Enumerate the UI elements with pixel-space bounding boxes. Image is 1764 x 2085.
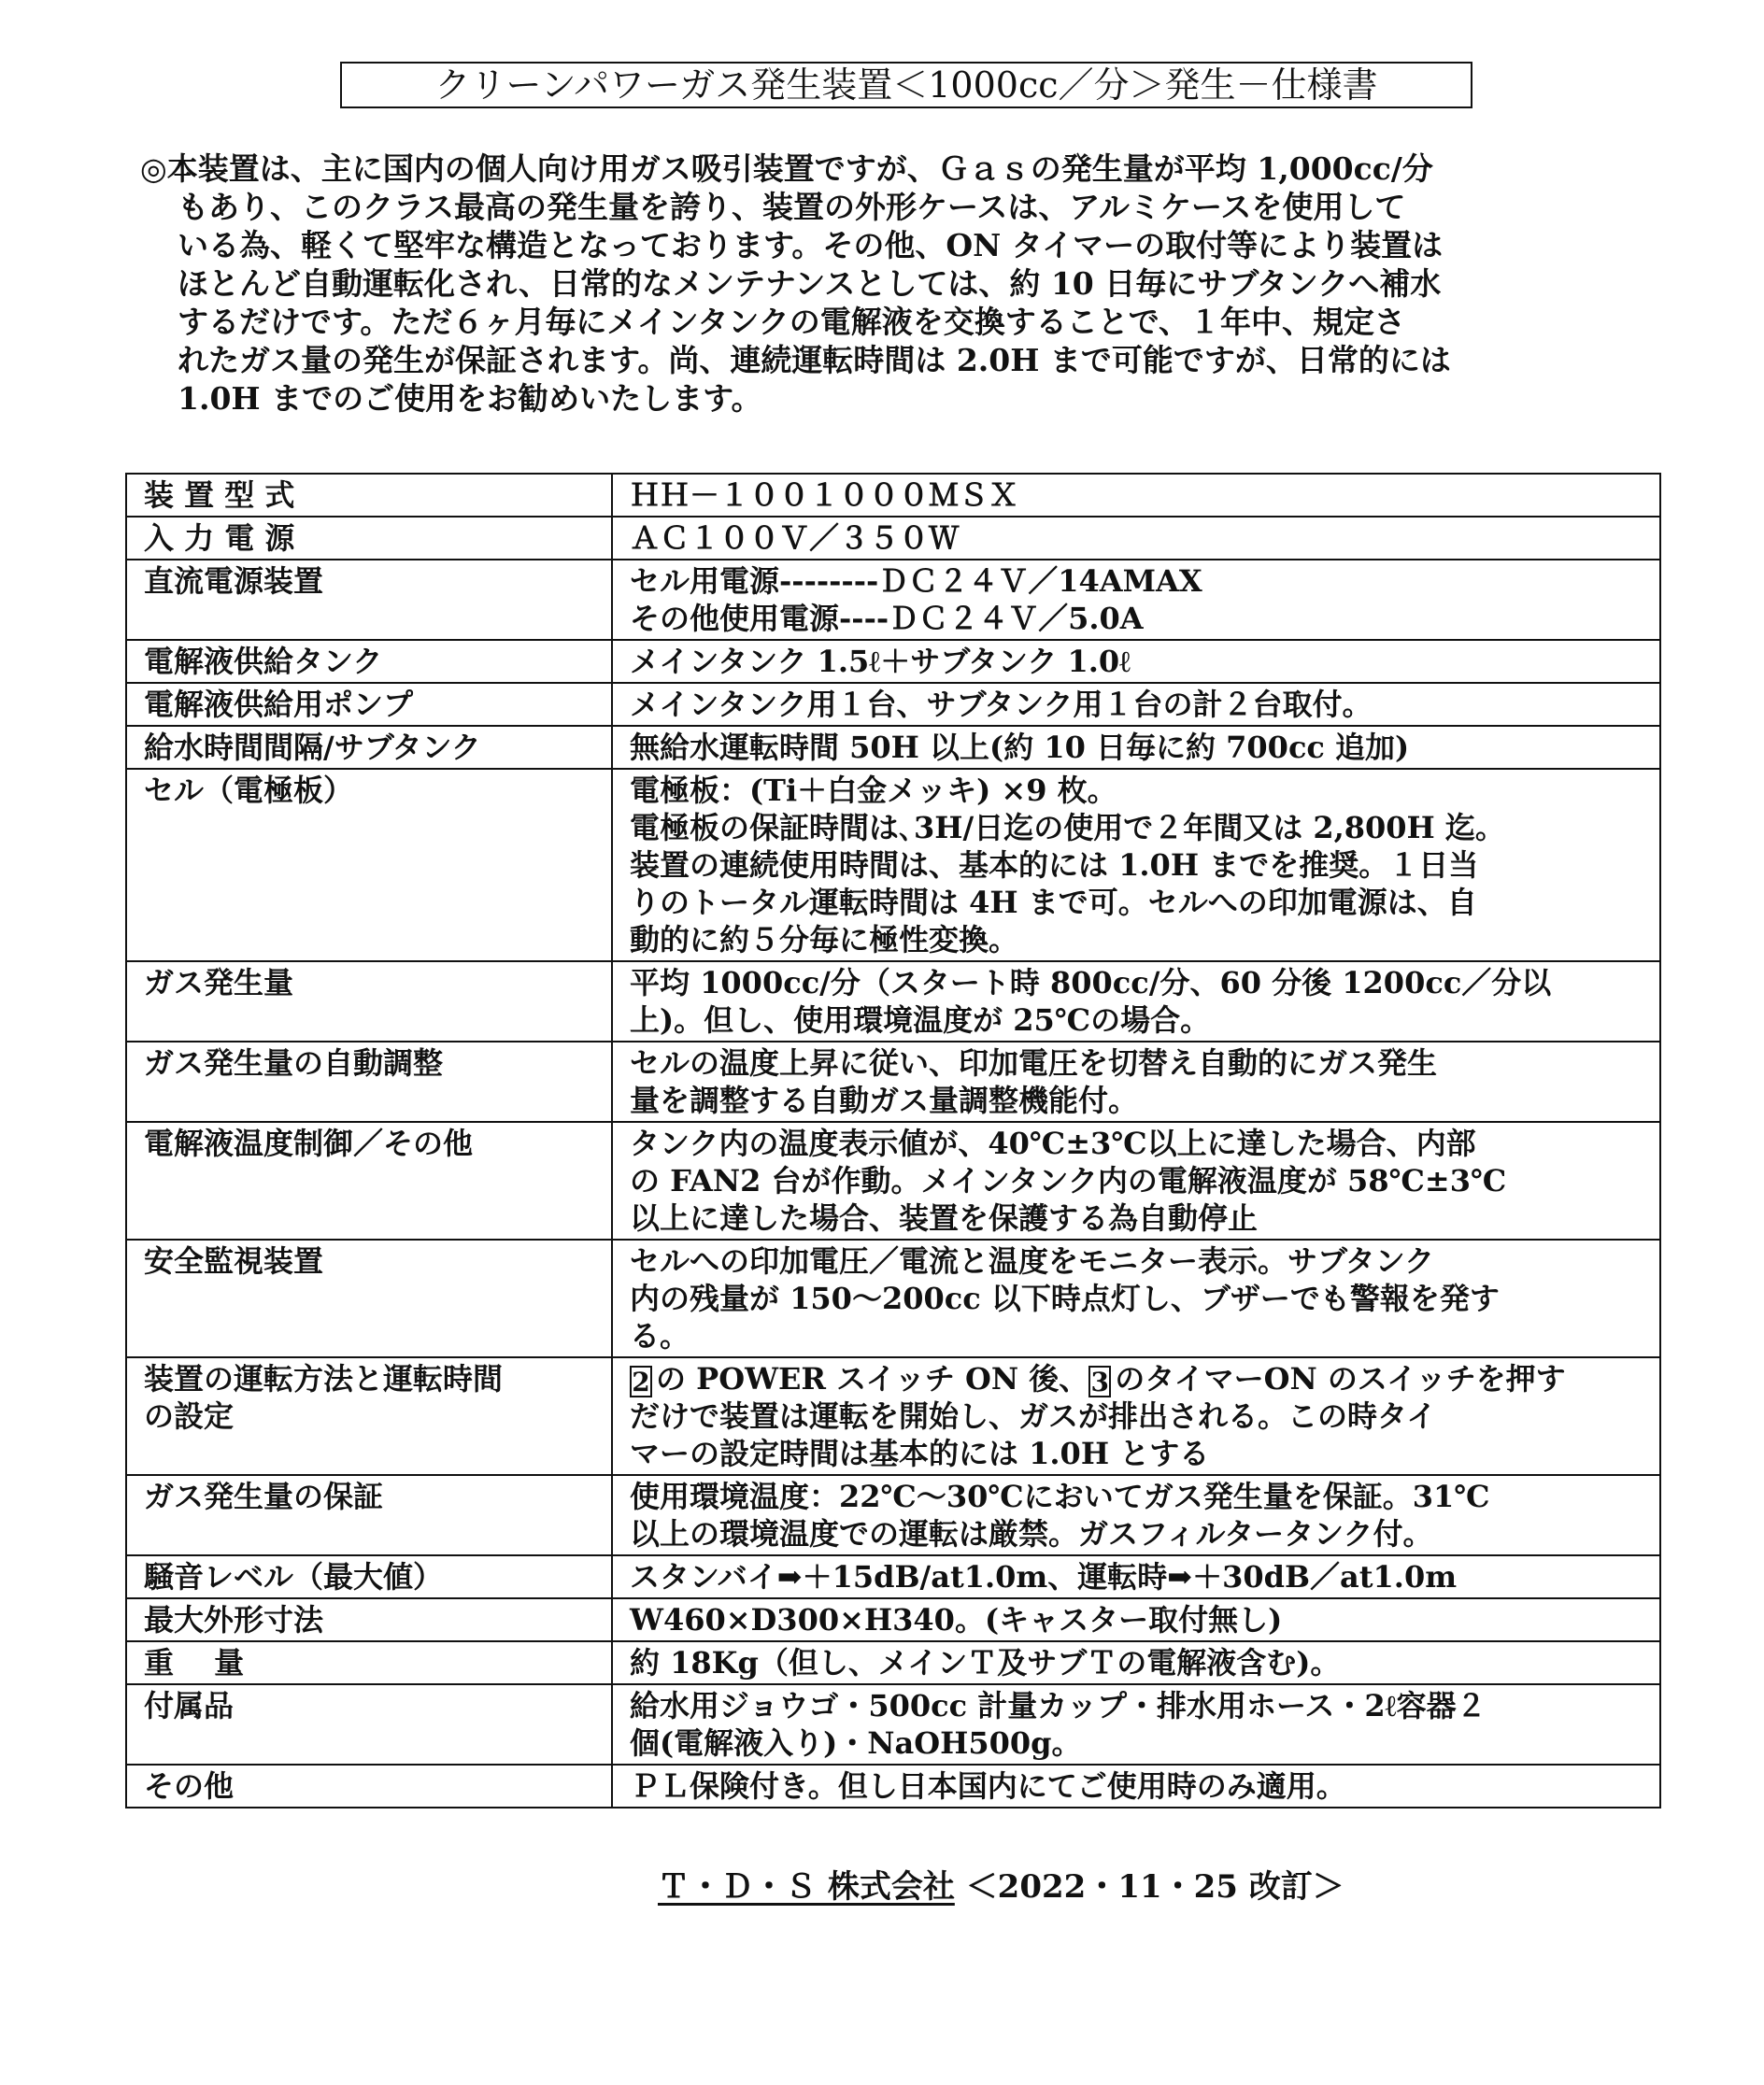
spec-value-operation	[612, 1357, 1660, 1475]
table-row	[126, 1684, 1660, 1765]
spec-value-water	[612, 726, 1660, 769]
spec-value-line: セルへの印加電圧／電流と温度をモニター表示。サブタンク	[630, 1243, 1435, 1279]
intro-line: 1.0H までのご使用をお勧めいたします。	[178, 380, 762, 417]
spec-value-line: セル用電源--------ＤＣ２４Ｖ／14AMAX	[630, 563, 1202, 599]
spec-label-line: の設定	[144, 1398, 235, 1434]
spec-value-line: ＰＬ保険付き。但し日本国内にてご使用時のみ適用。	[630, 1768, 1346, 1804]
table-row	[126, 1240, 1660, 1357]
spec-label-dc: 直流電源装置	[126, 560, 612, 640]
table-row	[126, 1641, 1660, 1684]
spec-value-weight	[612, 1641, 1660, 1684]
spec-value-line: スタンバイ➡＋15dB/at1.0m、運転時➡＋30dB／at1.0m	[630, 1559, 1458, 1595]
intro-line: ◎本装置は、主に国内の個人向け用ガス吸引装置ですが、Ｇａｓの発生量が平均 1,000cc/分	[140, 150, 1433, 187]
table-row	[126, 1122, 1660, 1240]
spec-value-line: 内の残量が 150～200cc 以下時点灯し、ブザーでも警報を発す	[630, 1281, 1500, 1316]
spec-label-pump: 電解液供給用ポンプ	[126, 683, 612, 726]
spec-value-line: 約 18Kg（但し、メインＴ及サブＴの電解液含む)。	[630, 1645, 1341, 1681]
spec-value-line: 以上の環境温度での運転は厳禁。ガスフィルタータンク付。	[630, 1516, 1433, 1552]
spec-label-weight: 重 量	[126, 1641, 612, 1684]
table-row	[126, 1475, 1660, 1555]
spec-value-line: ＡＣ１００Ｖ／３５０Ｗ	[630, 520, 960, 556]
table-row	[126, 1598, 1660, 1641]
company-name: Ｔ・Ｄ・Ｓ 株式会社	[658, 1868, 955, 1906]
spec-label-line: 装置の運転方法と運転時間	[144, 1361, 504, 1397]
spec-value-line: 電極板：(Ti＋白金メッキ) ×9 枚。	[630, 773, 1117, 808]
spec-value-line: メインタンク 1.5ℓ＋サブタンク 1.0ℓ	[630, 644, 1131, 679]
spec-value-line: 量を調整する自動ガス量調整機能付。	[630, 1083, 1139, 1118]
spec-label-guarantee: ガス発生量の保証	[126, 1475, 612, 1555]
spec-label-operation	[126, 1357, 612, 1475]
spec-value-line: 動的に約５分毎に極性変換。	[630, 922, 1019, 957]
spec-value-cell	[612, 769, 1660, 961]
spec-value-safety	[612, 1240, 1660, 1357]
spec-value-noise	[612, 1555, 1660, 1598]
spec-value-line: 以上に達した場合、装置を保護する為自動停止	[630, 1200, 1259, 1236]
table-row	[126, 1042, 1660, 1122]
spec-value-line: の FAN2 台が作動。メインタンク内の電解液温度が 58℃±3℃	[630, 1163, 1507, 1199]
intro-line: いる為、軽くて堅牢な構造となっております。その他、ON タイマーの取付等により装置は	[178, 227, 1444, 263]
spec-value-line: 装置の連続使用時間は、基本的には 1.0H までを推奨。１日当	[630, 847, 1479, 883]
spec-value-guarantee	[612, 1475, 1660, 1555]
spec-value-dc	[612, 560, 1660, 640]
intro-line: するだけです。ただ６ヶ月毎にメインタンクの電解液を交換することで、１年中、規定さ	[178, 304, 1406, 340]
footer	[658, 1868, 1344, 1906]
spec-table	[125, 473, 1661, 1808]
table-row	[126, 1357, 1660, 1475]
table-row	[126, 769, 1660, 961]
spec-value-text: の POWER スイッチ ON 後、	[656, 1361, 1089, 1397]
spec-value-line: 個(電解液入り)・NaOH500g。	[630, 1725, 1082, 1761]
intro-line: れたガス量の発生が保証されます。尚、連続運転時間は 2.0H まで可能ですが、日常的には	[178, 342, 1451, 378]
spec-value-line: 電極板の保証時間は､3H/日迄の使用で２年間又は 2,800H 迄｡	[630, 810, 1490, 845]
spec-value-line: 使用環境温度：22℃～30℃においてガス発生量を保証。31℃	[630, 1479, 1490, 1514]
spec-value-model	[612, 474, 1660, 517]
spec-label-gas: ガス発生量	[126, 961, 612, 1042]
spec-value-line: 給水用ジョウゴ・500cc 計量カップ・排水用ホース・2ℓ容器２	[630, 1688, 1487, 1723]
intro-line: ほとんど自動運転化され、日常的なメンテナンスとしては、約 10 日毎にサブタンクへ補水	[178, 265, 1442, 302]
table-row	[126, 1765, 1660, 1808]
spec-value-input	[612, 517, 1660, 560]
spec-label-size: 最大外形寸法	[126, 1598, 612, 1641]
document-title: クリーンパワーガス発生装置＜1000cc／分＞発生－仕様書	[340, 62, 1472, 108]
spec-value-line: だけで装置は運転を開始し、ガスが排出される。この時タイ	[630, 1398, 1437, 1434]
spec-label-input: 入 力 電 源	[126, 517, 612, 560]
spec-value-line: W460×D300×H340。(キャスター取付無し)	[630, 1602, 1283, 1638]
spec-value-line: ＨＨ－１００１０００ＭＳＸ	[630, 477, 1019, 513]
boxed-number: 3	[1088, 1366, 1111, 1397]
spec-value-line: る。	[630, 1318, 690, 1354]
spec-label-temp: 電解液温度制御／その他	[126, 1122, 612, 1240]
table-row	[126, 474, 1660, 517]
spec-value-text: のタイマーON のスイッチを押す	[1115, 1361, 1566, 1397]
spec-value-gas	[612, 961, 1660, 1042]
spec-value-accessories	[612, 1684, 1660, 1765]
spec-label-noise: 騒音レベル（最大値）	[126, 1555, 612, 1598]
table-row	[126, 961, 1660, 1042]
spec-label-auto: ガス発生量の自動調整	[126, 1042, 612, 1122]
spec-value-line: 上)。但し、使用環境温度が 25℃の場合。	[630, 1002, 1211, 1038]
spec-value-pump	[612, 683, 1660, 726]
spec-value-size	[612, 1598, 1660, 1641]
spec-value-tank	[612, 640, 1660, 683]
spec-value-line: セルの温度上昇に従い、印加電圧を切替え自動的にガス発生	[630, 1045, 1438, 1081]
spec-label-model: 装 置 型 式	[126, 474, 612, 517]
intro-line: もあり、このクラス最高の発生量を誇り、装置の外形ケースは、アルミケースを使用して	[178, 189, 1406, 225]
table-row	[126, 683, 1660, 726]
table-row	[126, 640, 1660, 683]
spec-value-line: タンク内の温度表示値が、40℃±3℃以上に達した場合、内部	[630, 1126, 1476, 1161]
spec-label-safety: 安全監視装置	[126, 1240, 612, 1357]
spec-value-temp	[612, 1122, 1660, 1240]
table-row	[126, 1555, 1660, 1598]
spec-value-line: その他使用電源----ＤＣ２４Ｖ／5.0A	[630, 601, 1144, 636]
table-row	[126, 517, 1660, 560]
table-row	[126, 726, 1660, 769]
boxed-number: 2	[630, 1366, 652, 1397]
revision-date: ＜2022・11・25 改訂＞	[965, 1868, 1344, 1906]
table-row	[126, 560, 1660, 640]
spec-label-tank: 電解液供給タンク	[126, 640, 612, 683]
spec-value-line: 無給水運転時間 50H 以上(約 10 日毎に約 700cc 追加)	[630, 730, 1410, 765]
spec-value-other	[612, 1765, 1660, 1808]
spec-label-cell: セル（電極板）	[126, 769, 612, 961]
spec-label-accessories: 付属品	[126, 1684, 612, 1765]
spec-value-line	[630, 1360, 1650, 1397]
spec-label-other: その他	[126, 1765, 612, 1808]
spec-value-line: 平均 1000cc/分（スタート時 800cc/分、60 分後 1200cc／分以	[630, 965, 1552, 1000]
spec-value-line: マーの設定時間は基本的には 1.0H とする	[630, 1436, 1210, 1471]
spec-value-line: りのトータル運転時間は 4H まで可。セルへの印加電源は、自	[630, 885, 1477, 920]
spec-value-line: メインタンク用１台、サブタンク用１台の計２台取付。	[630, 687, 1373, 722]
spec-value-auto	[612, 1042, 1660, 1122]
intro-paragraph	[140, 149, 1682, 418]
spec-label-water: 給水時間間隔/サブタンク	[126, 726, 612, 769]
